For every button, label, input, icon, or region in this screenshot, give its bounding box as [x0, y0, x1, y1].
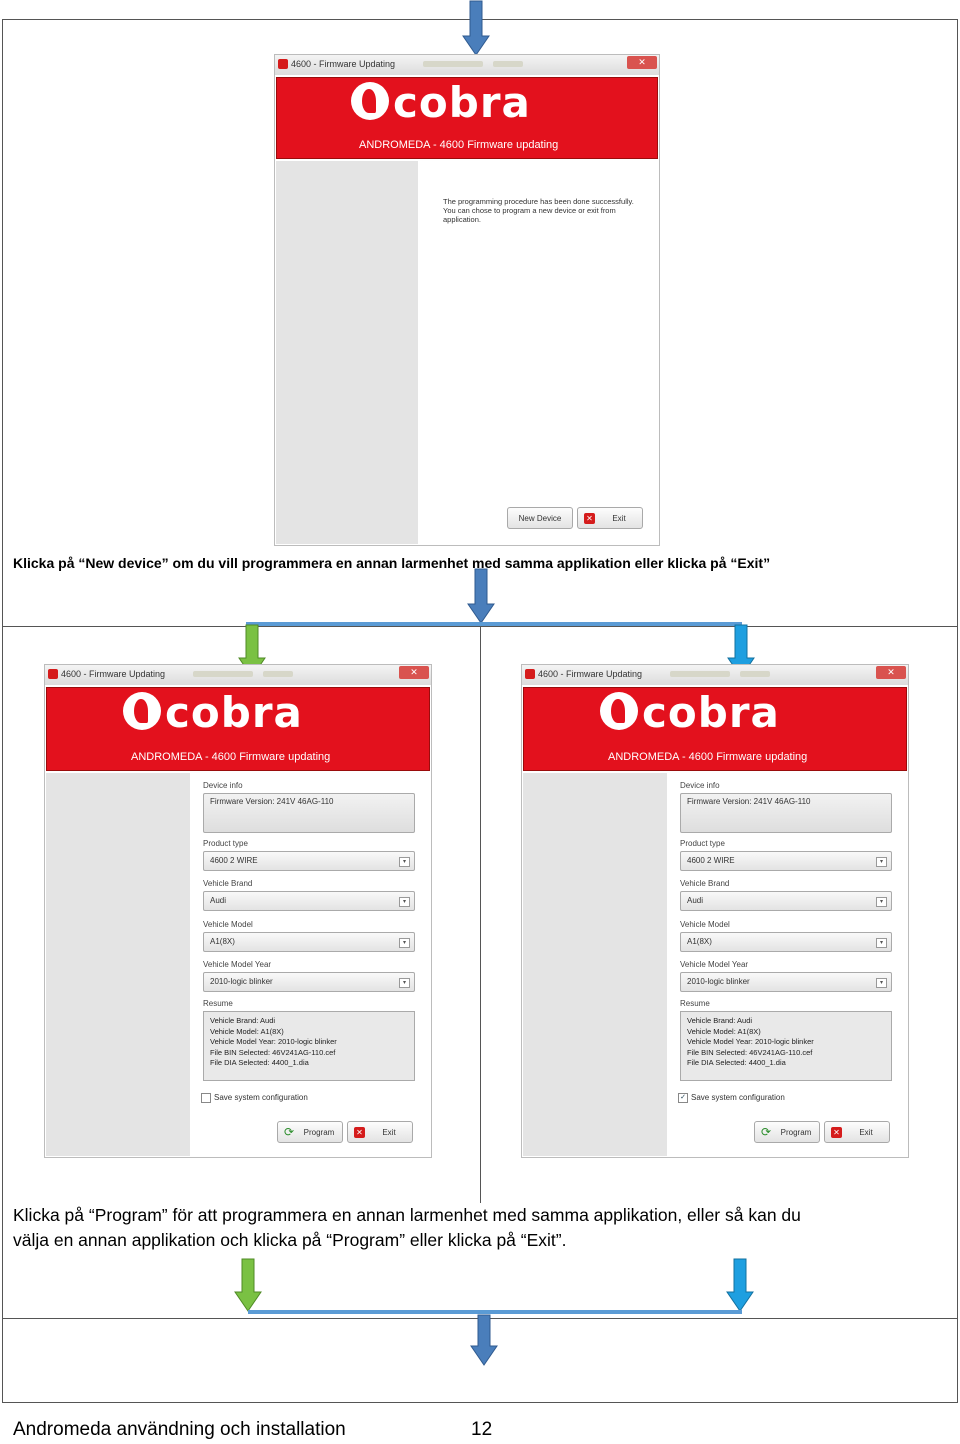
titlebar-ghost: [740, 671, 770, 677]
program-label: Program: [780, 1128, 812, 1137]
cobra-banner: [276, 77, 658, 159]
save-config-label: Save system configuration: [214, 1093, 308, 1103]
close-icon[interactable]: ✕: [627, 56, 657, 69]
save-config-checkbox[interactable]: [678, 1093, 785, 1103]
banner-subtitle: ANDROMEDA - 4600 Firmware updating: [608, 751, 808, 763]
titlebar-ghost: [493, 61, 523, 67]
titlebar-ghost: [423, 61, 483, 67]
window-titlebar: [45, 665, 431, 685]
exit-x-icon: ✕: [831, 1127, 842, 1138]
arrow-down-bottom-icon: [470, 1314, 498, 1366]
product-type-select[interactable]: [203, 851, 415, 871]
cobra-logo: cobra: [393, 78, 531, 127]
table-border-right: [957, 19, 958, 1403]
resume-line: File BIN Selected: 46V241AG-110.cef: [687, 1047, 813, 1057]
checkbox-box[interactable]: [201, 1093, 211, 1103]
product-type-value: 4600 2 WIRE: [687, 856, 735, 865]
banner-subtitle: ANDROMEDA - 4600 Firmware updating: [131, 751, 331, 763]
checkbox-checked[interactable]: ✓: [678, 1093, 688, 1103]
chevron-down-icon: ▾: [876, 857, 887, 867]
exit-button[interactable]: [824, 1121, 890, 1143]
resume-box: [680, 1011, 892, 1081]
chevron-down-icon: ▾: [399, 938, 410, 948]
refresh-arrow-icon: ⟳: [284, 1125, 295, 1139]
exit-label: Exit: [382, 1128, 396, 1137]
vehicle-brand-select[interactable]: [680, 891, 892, 911]
chevron-down-icon: ▾: [876, 978, 887, 988]
vehicle-model-label: Vehicle Model: [680, 920, 730, 929]
resume-line: Vehicle Model Year: 2010-logic blinker: [687, 1037, 814, 1046]
resume-line: Vehicle Model: A1(8X): [687, 1026, 761, 1036]
titlebar-ghost: [670, 671, 730, 677]
save-config-checkbox[interactable]: [201, 1093, 308, 1103]
vehicle-brand-label: Vehicle Brand: [680, 879, 730, 888]
resume-line: File DIA Selected: 4400_1.dia: [687, 1058, 786, 1067]
new-device-button[interactable]: [507, 507, 573, 529]
product-type-select[interactable]: [680, 851, 892, 871]
exit-label: Exit: [859, 1128, 873, 1137]
cobra-banner: [46, 687, 430, 771]
chevron-down-icon: ▾: [399, 978, 410, 988]
cobra-logo-mark-icon: [351, 82, 389, 120]
close-icon[interactable]: ✕: [876, 666, 906, 679]
program-button[interactable]: [277, 1121, 343, 1143]
resume-label: Resume: [203, 999, 233, 1008]
content-panel: [191, 773, 431, 1157]
firmware-window-config-right: [521, 664, 909, 1158]
page-number: 12: [471, 1419, 493, 1440]
exit-button[interactable]: [577, 507, 643, 529]
exit-x-icon: ✕: [584, 513, 595, 524]
arrow-down-middle-icon: [467, 568, 495, 624]
arrow-down-top-icon: [462, 0, 490, 56]
window-title: 4600 - Firmware Updating: [291, 59, 396, 69]
bottom-caption-line-2: välja en annan applikation och klicka på “Program” eller klicka på “Exit”.: [13, 1230, 567, 1250]
table-border-left: [2, 19, 3, 1403]
titlebar-ghost: [263, 671, 293, 677]
save-config-label: Save system configuration: [691, 1093, 785, 1103]
vehicle-brand-value: Audi: [687, 896, 704, 905]
close-icon[interactable]: ✕: [399, 666, 429, 679]
resume-line: Vehicle Brand: Audi: [210, 1016, 276, 1025]
exit-x-icon: ✕: [354, 1127, 365, 1138]
window-title: 4600 - Firmware Updating: [538, 669, 643, 679]
vehicle-model-select[interactable]: [203, 932, 415, 952]
cobra-logo: cobra: [642, 688, 780, 737]
arrow-down-green-lower-icon: [234, 1258, 262, 1312]
chevron-down-icon: ▾: [876, 897, 887, 907]
resume-line: Vehicle Model Year: 2010-logic blinker: [210, 1037, 337, 1046]
resume-line: Vehicle Brand: Audi: [687, 1016, 753, 1025]
device-info-label: Device info: [680, 781, 720, 790]
vehicle-model-select[interactable]: [680, 932, 892, 952]
vehicle-model-label: Vehicle Model: [203, 920, 253, 929]
vehicle-model-value: A1(8X): [210, 937, 235, 946]
resume-line: File BIN Selected: 46V241AG-110.cef: [210, 1047, 336, 1057]
app-icon: [525, 669, 535, 679]
window-titlebar: [522, 665, 908, 685]
app-icon: [278, 59, 288, 69]
vehicle-model-year-value: 2010-logic blinker: [210, 977, 273, 986]
resume-label: Resume: [680, 999, 710, 1008]
cobra-logo: cobra: [165, 688, 303, 737]
branch-bar-top: [246, 622, 742, 626]
vehicle-model-year-label: Vehicle Model Year: [680, 960, 749, 969]
app-icon: [48, 669, 58, 679]
vehicle-brand-label: Vehicle Brand: [203, 879, 253, 888]
bottom-caption-line-1: Klicka på “Program” för att programmera en annan larmenhet med samma applikation, eller så kan du: [13, 1205, 801, 1225]
top-caption: Klicka på “New device” om du vill programmera en annan larmenhet med samma applikation eller klicka på “Exit”: [13, 555, 771, 571]
footer-title: Andromeda användning och installation: [13, 1419, 346, 1440]
device-info-label: Device info: [203, 781, 243, 790]
new-device-label: New Device: [518, 514, 562, 523]
product-type-value: 4600 2 WIRE: [210, 856, 258, 865]
vehicle-brand-value: Audi: [210, 896, 227, 905]
vehicle-brand-select[interactable]: [203, 891, 415, 911]
resume-line: File DIA Selected: 4400_1.dia: [210, 1058, 309, 1067]
product-type-label: Product type: [203, 839, 248, 848]
chevron-down-icon: ▾: [399, 857, 410, 867]
resume-box: [203, 1011, 415, 1081]
left-panel: [276, 161, 418, 544]
content-panel: [419, 161, 659, 545]
banner-subtitle: ANDROMEDA - 4600 Firmware updating: [359, 139, 559, 151]
left-panel: [46, 773, 190, 1156]
vehicle-model-year-select[interactable]: [680, 972, 892, 992]
success-message: The programming procedure has been done successfully. You can chose to program a new device or exit from application.: [443, 197, 634, 224]
chevron-down-icon: ▾: [399, 897, 410, 907]
table-border-bottom: [2, 1402, 958, 1403]
firmware-version-field: Firmware Version: 241V 46AG-110: [680, 793, 892, 833]
vehicle-model-year-label: Vehicle Model Year: [203, 960, 272, 969]
vehicle-model-year-value: 2010-logic blinker: [687, 977, 750, 986]
exit-button[interactable]: [347, 1121, 413, 1143]
resume-line: Vehicle Model: A1(8X): [210, 1026, 284, 1036]
table-column-divider: [480, 626, 481, 1203]
firmware-window-config-left: [44, 664, 432, 1158]
vehicle-model-value: A1(8X): [687, 937, 712, 946]
titlebar-ghost: [193, 671, 253, 677]
content-panel: [668, 773, 908, 1157]
program-button[interactable]: [754, 1121, 820, 1143]
left-panel: [523, 773, 667, 1156]
exit-label: Exit: [612, 514, 626, 523]
window-title: 4600 - Firmware Updating: [61, 669, 166, 679]
window-titlebar: [275, 55, 659, 75]
cobra-logo-mark-icon: [600, 692, 638, 730]
firmware-window-done: [274, 54, 660, 546]
firmware-version-field: Firmware Version: 241V 46AG-110: [203, 793, 415, 833]
arrow-down-cyan-lower-icon: [726, 1258, 754, 1312]
chevron-down-icon: ▾: [876, 938, 887, 948]
cobra-logo-mark-icon: [123, 692, 161, 730]
product-type-label: Product type: [680, 839, 725, 848]
cobra-banner: [523, 687, 907, 771]
program-label: Program: [303, 1128, 335, 1137]
vehicle-model-year-select[interactable]: [203, 972, 415, 992]
refresh-arrow-icon: ⟳: [761, 1125, 772, 1139]
